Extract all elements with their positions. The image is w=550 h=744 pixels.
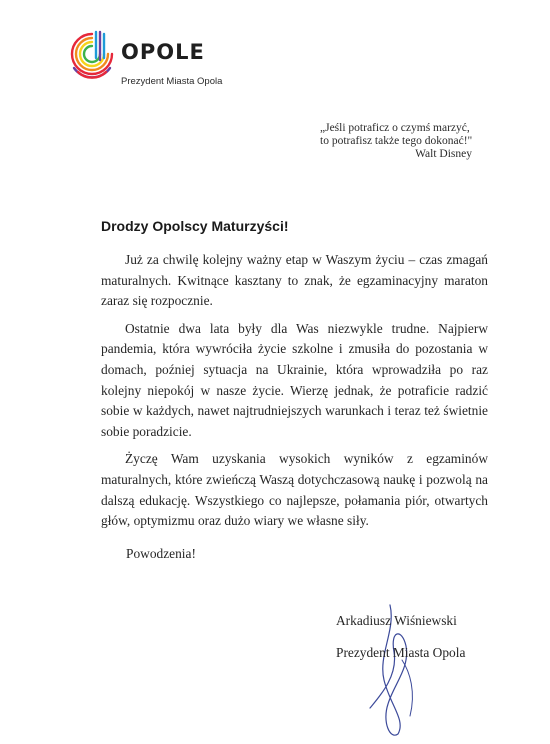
- brand-name: OPOLE: [121, 40, 205, 64]
- paragraph-2: Ostatnie dwa lata były dla Was niezwykle trudne. Najpierw pandemia, która wywróciła życie szkolne i zmusiła do pozostania w domach, poźniej sytuacja na Ukrainie, która wprowadziła po raz kolejny niepokój w nasze życie. Wierzę jednak, że potraficie radzić sobie w każdych, nawet najtrudniejszych warunkach i teraz też świetnie sobie poradzicie.: [101, 320, 488, 439]
- motto-quote: [320, 122, 520, 161]
- quote-line-1: „Jeśli potraficz o czymś marzyć,: [320, 122, 470, 134]
- quote-line-2: to potrafisz także tego dokonać!": [320, 135, 473, 147]
- letter-greeting: Drodzy Opolscy Maturzyści!: [101, 218, 289, 234]
- brand-subtitle: Prezydent Miasta Opola: [121, 76, 223, 87]
- letter-body: [101, 250, 488, 539]
- quote-author: Walt Disney: [415, 148, 472, 160]
- paragraph-1: Już za chwilę kolejny ważny etap w Waszym życiu – czas zmagań maturalnych. Kwitnące kasztany to znak, że egzaminacyjny maraton zaraz się rozpocznie.: [101, 252, 488, 309]
- signature-name: Arkadiusz Wiśniewski: [336, 613, 457, 628]
- paragraph-3: Życzę Wam uzyskania wysokich wyników z egzaminów maturalnych, które zwieńczą Waszą dotychczasową naukę i pozwolą na dalszą edukację. Wszystkiego co najlepsze, połamania piór, otwartych głów, optymizmu oraz dużo wiary we własne siły.: [101, 451, 488, 529]
- signature-title: Prezydent Miasta Opola: [336, 645, 466, 660]
- opole-logo-icon: [62, 28, 122, 80]
- letter-closing: Powodzenia!: [126, 546, 196, 561]
